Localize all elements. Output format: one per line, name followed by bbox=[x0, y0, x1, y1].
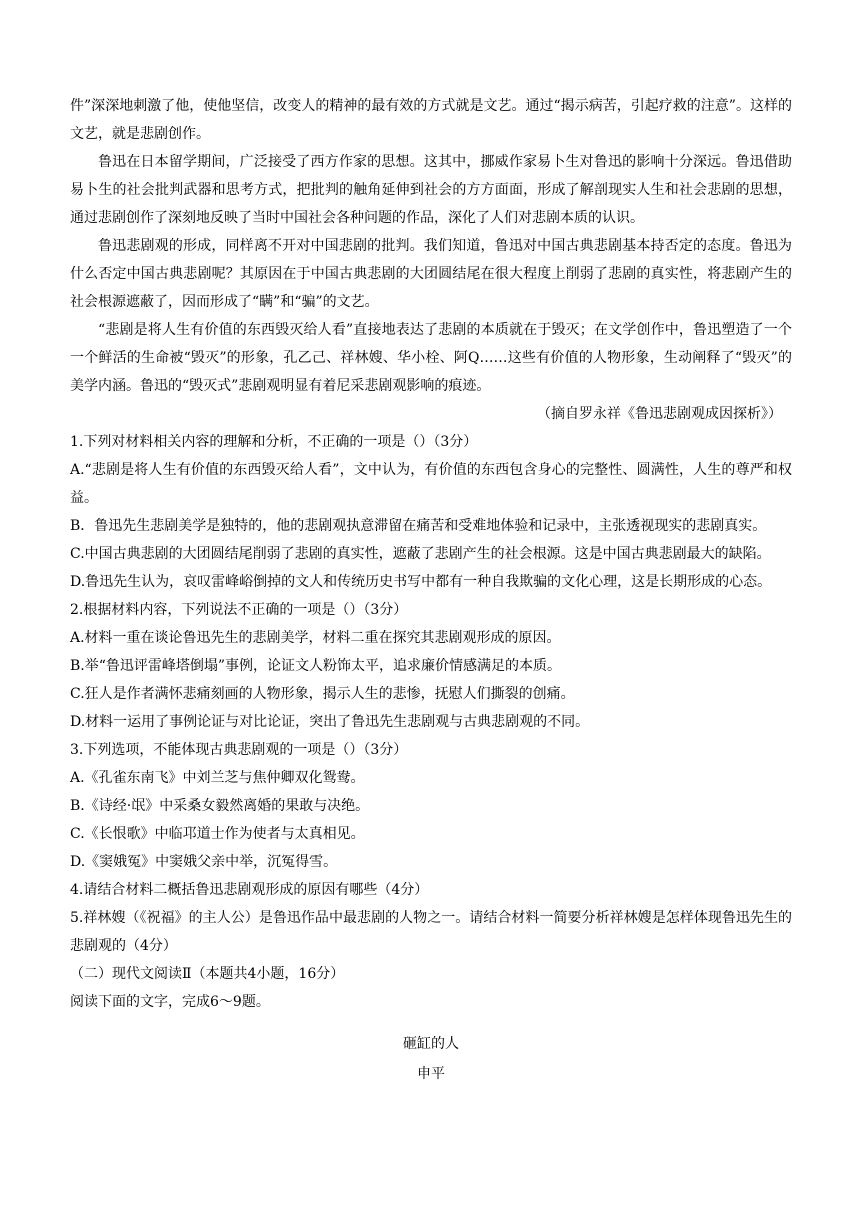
question-1-option-a: A.“悲剧是将人生有价值的东西毁灭给人看”，文中认为，有价值的东西包含身心的完整性、圆满性，人生的尊严和权益。 bbox=[70, 462, 792, 506]
question-1-stem: 1.下列对材料相关内容的理解和分析，不正确的一项是（）（3分） bbox=[70, 434, 478, 450]
question-3-option-c: C.《长恨歌》中临邛道士作为使者与太真相见。 bbox=[70, 826, 365, 842]
story-title: 砸缸的人 bbox=[403, 1036, 459, 1052]
question-2-option-d: D.材料一运用了事例论证与对比论证，突出了鲁迅先生悲剧观与古典悲剧观的不同。 bbox=[70, 714, 590, 730]
story-author: 申平 bbox=[417, 1066, 445, 1082]
question-4: 4.请结合材料二概括鲁迅悲剧观形成的原因有哪些（4分） bbox=[70, 882, 429, 898]
passage-paragraph-3: 鲁迅悲剧观的形成，同样离不开对中国悲剧的批判。我们知道，鲁迅对中国古典悲剧基本持否定的态度。鲁迅为什么否定中国古典悲剧呢？其原因在于中国古典悲剧的大团圆结尾在很大程度上削弱了悲剧的真实性，将悲剧产生的社会根源遮蔽了，因而形成了“瞒”和“骗”的文艺。 bbox=[70, 238, 792, 310]
question-3-stem: 3.下列选项，不能体现古典悲剧观的一项是（）（3分） bbox=[70, 742, 408, 758]
question-3-option-a: A.《孔雀东南飞》中刘兰芝与焦仲卿双化鸳鸯。 bbox=[70, 770, 365, 786]
question-1-option-c: C.中国古典悲剧的大团圆结尾削弱了悲剧的真实性，遮蔽了悲剧产生的社会根源。这是中国古典悲剧最大的缺陷。 bbox=[70, 546, 771, 562]
document-page bbox=[70, 92, 792, 1088]
question-2-option-b: B.举“鲁迅评雷峰塔倒塌”事例，论证文人粉饰太平，追求廉价情感满足的本质。 bbox=[70, 658, 562, 674]
passage-paragraph-2: 鲁迅在日本留学期间，广泛接受了西方作家的思想。这其中，挪威作家易卜生对鲁迅的影响十分深远。鲁迅借助易卜生的社会批判武器和思考方式，把批判的触角延伸到社会的方方面面，形成了解剖现实人生和社会悲剧的思想，通过悲剧创作了深刻地反映了当时中国社会各种问题的作品，深化了人们对悲剧本质的认识。 bbox=[70, 154, 792, 226]
question-3-option-d: D.《窦娥冤》中窦娥父亲中举，沉冤得雪。 bbox=[70, 854, 338, 870]
passage-paragraph-4: “悲剧是将人生有价值的东西毁灭给人看”直接地表达了悲剧的本质就在于毁灭；在文学创作中，鲁迅塑造了一个一个鲜活的生命被“毁灭”的形象，孔乙己、祥林嫂、华小栓、阿Q……这些有价值的人物形象，生动阐释了“毁灭”的美学内涵。鲁迅的“毁灭式”悲剧观明显有着尼采悲剧观影响的痕迹。 bbox=[70, 322, 792, 394]
reading-instruction: 阅读下面的文字，完成6～9题。 bbox=[70, 994, 270, 1010]
question-2-option-c: C.狂人是作者满怀悲痛刻画的人物形象，揭示人生的悲惨，抚慰人们撕裂的创痛。 bbox=[70, 686, 575, 702]
passage-paragraph-1: 件”深深地刺激了他，使他坚信，改变人的精神的最有效的方式就是文艺。通过“揭示病苦，引起疗救的注意”。这样的文艺，就是悲剧创作。 bbox=[70, 98, 792, 142]
section-heading: （二）现代文阅读Ⅱ（本题共4小题，16分） bbox=[70, 966, 345, 982]
question-1-option-b: B．鲁迅先生悲剧美学是独特的，他的悲剧观执意滞留在痛苦和受难地体验和记录中，主张透视现实的悲剧真实。 bbox=[70, 518, 767, 534]
question-2-stem: 2.根据材料内容，下列说法不正确的一项是（）（3分） bbox=[70, 602, 408, 618]
question-1-option-d: D.鲁迅先生认为，哀叹雷峰峪倒掉的文人和传统历史书写中都有一种自我欺骗的文化心理，这是长期形成的心态。 bbox=[70, 574, 772, 590]
question-5: 5.祥林嫂（《祝福》的主人公）是鲁迅作品中最悲剧的人物之一。请结合材料一简要分析祥林嫂是怎样体现鲁迅先生的悲剧观的（4分） bbox=[70, 910, 792, 954]
passage-source: （摘自罗永祥《鲁迅悲剧观成因探析》） bbox=[537, 406, 782, 422]
question-2-option-a: A.材料一重在谈论鲁迅先生的悲剧美学，材料二重在探究其悲剧观形成的原因。 bbox=[70, 630, 561, 646]
question-3-option-b: B.《诗经·氓》中采桑女毅然离婚的果敢与决绝。 bbox=[70, 798, 370, 814]
